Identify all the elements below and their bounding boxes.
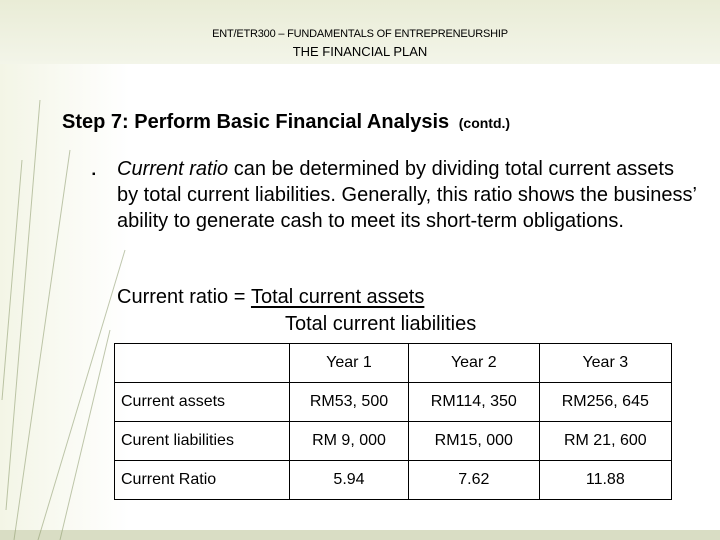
table-row	[115, 461, 672, 500]
column-header: Year 3	[539, 344, 671, 383]
formula-lhs: Current ratio =	[117, 286, 251, 308]
row-label: Curent liabilities	[115, 422, 290, 461]
table-cell: RM 21, 600	[539, 422, 671, 461]
table-row	[115, 422, 672, 461]
table-corner-cell	[115, 344, 290, 383]
column-header: Year 1	[290, 344, 409, 383]
formula-numerator: Total current assets	[250, 286, 425, 308]
table-cell: RM114, 350	[409, 383, 540, 422]
table-cell: RM53, 500	[290, 383, 409, 422]
formula-denominator: Total current liabilities	[285, 313, 477, 335]
ratio-formula	[117, 284, 477, 335]
table-cell: 5.94	[290, 461, 409, 500]
table-cell: 7.62	[409, 461, 540, 500]
table-cell: RM15, 000	[409, 422, 540, 461]
table-cell: RM 9, 000	[290, 422, 409, 461]
bullet-marker: ▪	[92, 169, 96, 180]
row-label: Current Ratio	[115, 461, 290, 500]
table-cell: 11.88	[539, 461, 671, 500]
bullet-paragraph	[117, 156, 697, 234]
bullet-italic-term: Current ratio	[117, 158, 229, 180]
bullet-body: can be determined by dividing total current assets by total current liabilities. Generally, this ratio shows the business’ ability to generate cash to meet its short-term obligations.	[117, 158, 697, 232]
column-header: Year 2	[409, 344, 540, 383]
heading-suffix: (contd.)	[458, 115, 511, 131]
table-row	[115, 383, 672, 422]
row-label: Current assets	[115, 383, 290, 422]
course-title: ENT/ETR300 – FUNDAMENTALS OF ENTREPRENEURSHIP	[212, 28, 508, 40]
ratio-table	[114, 343, 672, 500]
heading-text: Step 7: Perform Basic Financial Analysis	[62, 111, 450, 133]
slide-heading	[62, 111, 510, 134]
table-cell: RM256, 645	[539, 383, 671, 422]
section-title: THE FINANCIAL PLAN	[292, 44, 428, 59]
table-header-row	[115, 344, 672, 383]
